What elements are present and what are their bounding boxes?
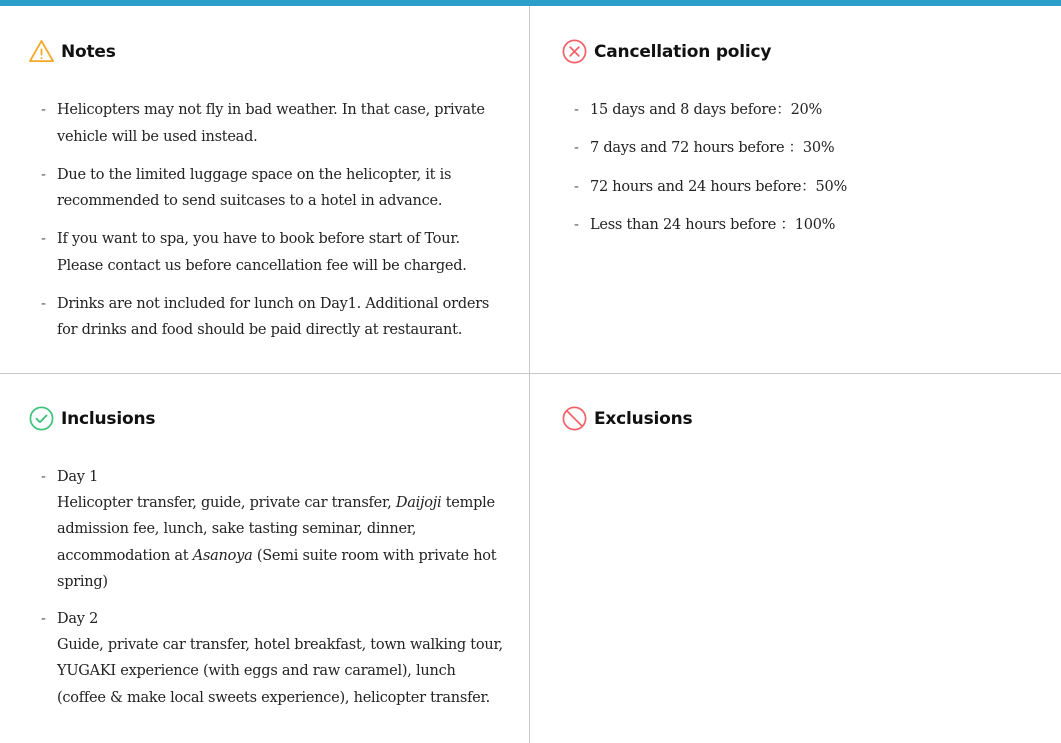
- inclusions-title: Inclusions: [61, 408, 156, 429]
- notes-list: [28, 97, 508, 344]
- bullet-dash: -: [41, 469, 46, 485]
- daijoji-name: Daijoji: [395, 495, 442, 512]
- asanoya-name: Asanoya: [192, 547, 253, 564]
- bullet-dash: -: [41, 102, 46, 118]
- vertical-divider: [529, 6, 530, 743]
- day1-text-b: temple admission fee, lunch, sake tasting seminar, dinner, accommodation at: [57, 495, 495, 564]
- exclusions-title: Exclusions: [594, 408, 693, 429]
- prohibited-icon: [561, 405, 588, 432]
- bullet-dash: -: [41, 166, 46, 183]
- notes-section: [28, 38, 508, 355]
- notes-item-text: Drinks are not included for lunch on Day1. Additional orders for drinks and food should be paid directly at restaurant.: [57, 295, 490, 338]
- cancellation-item: [561, 174, 1041, 200]
- inclusions-list: [28, 464, 508, 711]
- check-circle-icon: [28, 405, 55, 432]
- cancellation-list: [561, 97, 1041, 238]
- cancellation-item: [561, 135, 1041, 161]
- cancellation-item-text: 15 days and 8 days before：20%: [590, 102, 823, 118]
- day2-label: Day 2: [57, 611, 99, 628]
- inclusions-section: [28, 405, 508, 722]
- day1-label: Day 1: [57, 469, 99, 485]
- cancellation-item-text: 7 days and 72 hours before ：30%: [590, 140, 835, 157]
- bullet-dash: -: [574, 216, 579, 233]
- day1-text-a: Helicopter transfer, guide, private car transfer,: [57, 495, 396, 512]
- accent-top-bar: [0, 0, 1061, 6]
- cancellation-item: [561, 97, 1041, 123]
- exclusions-header: [561, 405, 1041, 432]
- inclusions-item-day2: [28, 606, 508, 711]
- exclusions-section: [561, 405, 1041, 432]
- bullet-dash: -: [41, 295, 46, 312]
- bullet-dash: -: [574, 178, 579, 195]
- notes-title: Notes: [61, 41, 116, 62]
- cancellation-item: [561, 212, 1041, 238]
- notes-item-text: Helicopters may not fly in bad weather. In that case, private vehicle will be used instead.: [57, 102, 485, 145]
- notes-item: [28, 226, 508, 279]
- day2-text: Guide, private car transfer, hotel breakfast, town walking tour, YUGAKI experience (with eggs and raw caramel), lunch (coffee & make local sweets experience), helicopter transfer.: [57, 637, 503, 706]
- bullet-dash: -: [41, 611, 46, 628]
- horizontal-divider: [0, 373, 1061, 374]
- notes-item: [28, 162, 508, 215]
- notes-item-text: Due to the limited luggage space on the helicopter, it is recommended to send suitcases to a hotel in advance.: [57, 166, 452, 209]
- notes-item: [28, 291, 508, 344]
- bullet-dash: -: [41, 231, 46, 247]
- notes-header: [28, 38, 508, 65]
- x-circle-icon: [561, 38, 588, 65]
- cancellation-title: Cancellation policy: [594, 41, 772, 62]
- cancellation-header: [561, 38, 1041, 65]
- cancellation-section: [561, 38, 1041, 250]
- bullet-dash: -: [574, 140, 579, 157]
- cancellation-item-text: Less than 24 hours before ：100%: [590, 216, 836, 233]
- warning-triangle-icon: [28, 38, 55, 65]
- bullet-dash: -: [574, 102, 579, 118]
- notes-item: [28, 97, 508, 150]
- inclusions-item-day1: [28, 464, 508, 595]
- cancellation-item-text: 72 hours and 24 hours before：50%: [590, 178, 847, 195]
- notes-item-text: If you want to spa, you have to book before start of Tour. Please contact us before cancellation fee will be charged.: [57, 231, 467, 274]
- inclusions-header: [28, 405, 508, 432]
- day1-text-c: (Semi suite room with private hot spring): [57, 547, 497, 590]
